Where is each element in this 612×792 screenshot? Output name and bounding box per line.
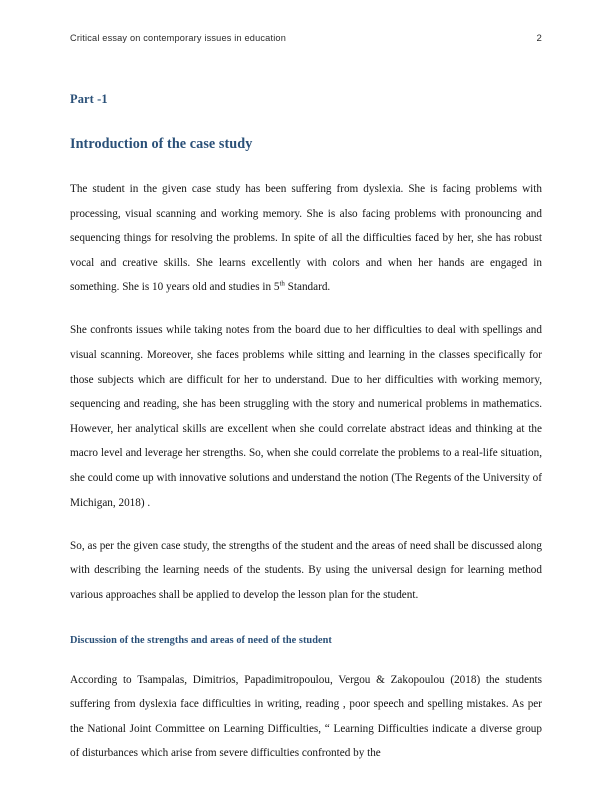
heading-introduction-of-the-case-study: Introduction of the case study — [70, 136, 253, 152]
paragraph-1 — [70, 177, 542, 300]
paragraph-1-text-a: The student in the given case study has been suffering from dyslexia. She is facing problems with processing, visual scanning and working memory. She is also facing problems with pronouncing and sequencing things for resolving the problems. In spite of all the difficulties faced by her, she has robust vocal and creative skills. She learns excellently with colors and when her hands are engaged in something. She is 10 years old and studies in 5 — [70, 183, 542, 294]
paragraph-1-ordinal-suffix: th — [279, 279, 285, 288]
paragraph-2: She confronts issues while taking notes from the board due to her difficulties to deal with spellings and visual scanning. Moreover, she faces problems while sitting and learning in the classes specifically for those subjects which are difficult for her to understand. Due to her difficulties with working memory, sequencing and reading, she has been struggling with the story and numerical problems in mathematics. However, her analytical skills are excellent when she could correlate abstract ideas and thinking at the macro level and leverage her strengths. So, when she could correlate the problems to a real-life situation, she could come up with innovative solutions and understand the notion (The Regents of the University of Michigan, 2018) . — [70, 324, 542, 509]
header-title: Critical essay on contemporary issues in education — [70, 33, 287, 43]
document-body — [70, 92, 542, 766]
page-running-header — [70, 33, 542, 44]
paragraph-1-text-b: Standard. — [284, 281, 331, 294]
heading-part-1: Part -1 — [70, 92, 108, 106]
header-page-number: 2 — [536, 33, 542, 44]
heading-discussion-of-strengths-and-areas-of-need: Discussion of the strengths and areas of need of the student — [70, 634, 332, 646]
paragraph-4: According to Tsampalas, Dimitrios, Papadimitropoulou, Vergou & Zakopoulou (2018) the students suffering from dyslexia face difficulties in writing, reading , poor speech and spelling mistakes. As per the National Joint Committee on Learning Difficulties, “ Learning Difficulties indicate a diverse group of disturbances which arise from severe difficulties confronted by the — [70, 673, 542, 760]
paragraph-3: So, as per the given case study, the strengths of the student and the areas of need shall be discussed along with describing the learning needs of the students. By using the universal design for learning method various approaches shall be applied to develop the lesson plan for the student. — [70, 539, 542, 601]
